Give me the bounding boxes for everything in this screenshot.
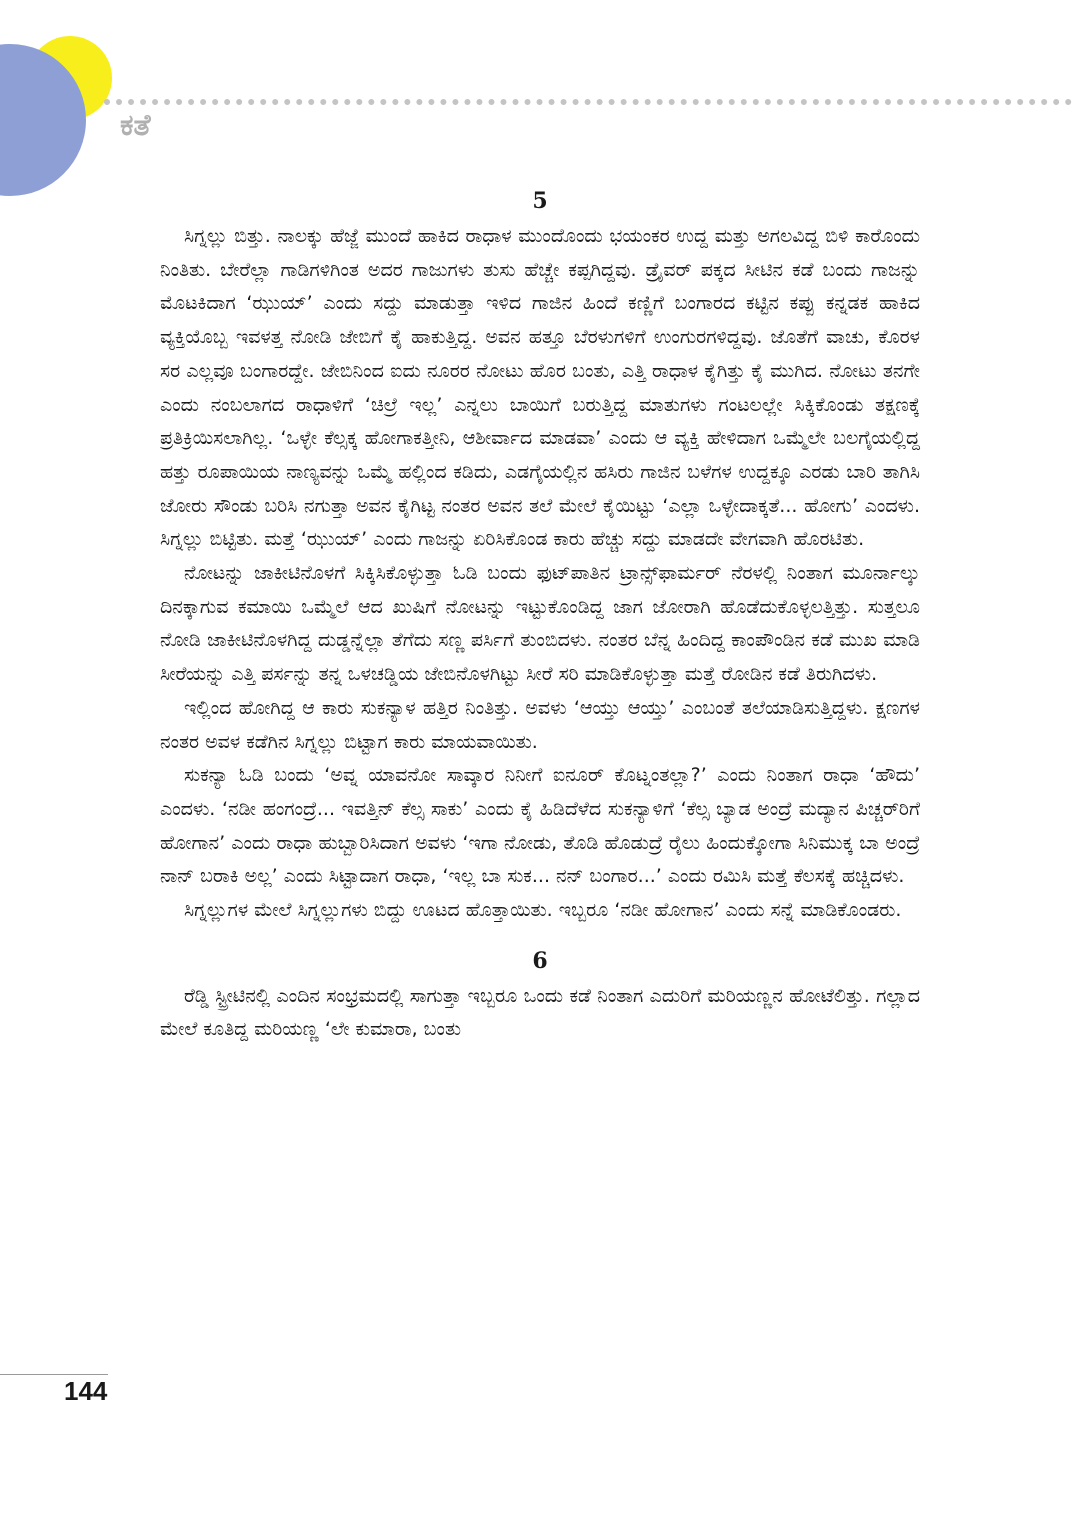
section-heading-6: 6 <box>532 947 548 974</box>
paragraph: ಸಿಗ್ನಲ್ಲು ಬಿತ್ತು. ನಾಲಕ್ಕು ಹೆಜ್ಜೆ ಮುಂದೆ ಹಾಕಿದ ರಾಧಾಳ ಮುಂದೊಂದು ಭಯಂಕರ ಉದ್ದ ಮತ್ತು ಅಗಲವಿದ್ದ ಬಿಳಿ ಕಾರೊಂದು ನಿಂತಿತು. ಬೇರೆಲ್ಲಾ ಗಾಡಿಗಳಿಗಿಂತ ಅದರ ಗಾಜುಗಳು ತುಸು ಹೆಚ್ಚೇ ಕಪ್ಪಗಿದ್ದವು. ಡ್ರೈವರ್ ಪಕ್ಕದ ಸೀಟಿನ ಕಡೆ ಬಂದು ಗಾಜನ್ನು ಮೊಟಕಿದಾಗ ‘ಝುಯ್’ ಎಂದು ಸದ್ದು ಮಾಡುತ್ತಾ ಇಳಿದ ಗಾಜಿನ ಹಿಂದೆ ಕಣ್ಣಿಗೆ ಬಂಗಾರದ ಕಟ್ಟಿನ ಕಪ್ಪು ಕನ್ನಡಕ ಹಾಕಿದ ವ್ಯಕ್ತಿಯೊಬ್ಬ ಇವಳತ್ತ ನೋಡಿ ಜೇಬಿಗೆ ಕೈ ಹಾಕುತ್ತಿದ್ದ. ಅವನ ಹತ್ತೂ ಬೆರಳುಗಳಿಗೆ ಉಂಗುರಗಳಿದ್ದವು. ಜೊತೆಗೆ ವಾಚು, ಕೊರಳ ಸರ ಎಲ್ಲವೂ ಬಂಗಾರದ್ದೇ. ಜೇಬಿನಿಂದ ಐದು ನೂರರ ನೋಟು ಹೊರ ಬಂತು, ಎತ್ತಿ ರಾಧಾಳ ಕೈಗಿತ್ತು ಕೈ ಮುಗಿದ. ನೋಟು ತನಗೇ ಎಂದು ನಂಬಲಾಗದ ರಾಧಾಳಿಗೆ ‘ಚಿಲ್ರೆ ಇಲ್ಲ’ ಎನ್ನಲು ಬಾಯಿಗೆ ಬರುತ್ತಿದ್ದ ಮಾತುಗಳು ಗಂಟಲಲ್ಲೇ ಸಿಕ್ಕಿಕೊಂಡು ತಕ್ಷಣಕ್ಕೆ ಪ್ರತಿಕ್ರಿಯಿಸಲಾಗಿಲ್ಲ. ‘ಒಳ್ಳೇ ಕೆಲ್ಸಕ್ಕ ಹೋಗಾಕತ್ತೀನಿ, ಆಶೀರ್ವಾದ ಮಾಡವಾ’ ಎಂದು ಆ ವ್ಯಕ್ತಿ ಹೇಳಿದಾಗ ಒಮ್ಮೆಲೇ ಬಲಗೈಯಲ್ಲಿದ್ದ ಹತ್ತು ರೂಪಾಯಿಯ ನಾಣ್ಯವನ್ನು ಒಮ್ಮೆ ಹಲ್ಲಿಂದ ಕಡಿದು, ಎಡಗೈಯಲ್ಲಿನ ಹಸಿರು ಗಾಜಿನ ಬಳೆಗಳ ಉದ್ದಕ್ಕೂ ಎರಡು ಬಾರಿ ತಾಗಿಸಿ ಜೋರು ಸೌಂಡು ಬರಿಸಿ ನಗುತ್ತಾ ಅವನ ಕೈಗಿಟ್ಟ ನಂತರ ಅವನ ತಲೆ ಮೇಲೆ ಕೈಯಿಟ್ಟು ‘ಎಲ್ಲಾ ಒಳ್ಳೇದಾಕ್ಕತೆ... ಹೋಗು’ ಎಂದಳು. ಸಿಗ್ನಲ್ಲು ಬಿಟ್ಟಿತು. ಮತ್ತೆ ‘ಝುಯ್’ ಎಂದು ಗಾಜನ್ನು ಏರಿಸಿಕೊಂಡ ಕಾರು ಹೆಚ್ಚು ಸದ್ದು ಮಾಡದೇ ವೇಗವಾಗಿ ಹೊರಟಿತು. <box>160 225 920 551</box>
paragraph: ರೆಡ್ಡಿ ಸ್ಟ್ರೀಟಿನಲ್ಲಿ ಎಂದಿನ ಸಂಭ್ರಮದಲ್ಲಿ ಸಾಗುತ್ತಾ ಇಬ್ಬರೂ ಒಂದು ಕಡೆ ನಿಂತಾಗ ಎದುರಿಗೆ ಮರಿಯಣ್ಣನ ಹೋಟೆಲಿತ್ತು. ಗಲ್ಲಾದ ಮೇಲೆ ಕೂತಿದ್ದ ಮರಿಯಣ್ಣ ‘ಲೇ ಕುಮಾರಾ, ಬಂತು <box>160 984 920 1041</box>
header-dotted-rule <box>104 99 1072 105</box>
article-body <box>160 182 920 1047</box>
section-label: ಕತೆ <box>120 108 151 143</box>
section-heading-5: 5 <box>532 188 548 214</box>
paragraph: ಸಿಗ್ನಲ್ಲುಗಳ ಮೇಲೆ ಸಿಗ್ನಲ್ಲುಗಳು ಬಿದ್ದು ಊಟದ ಹೊತ್ತಾಯಿತು. ಇಬ್ಬರೂ ‘ನಡೀ ಹೋಗಾನ’ ಎಂದು ಸನ್ನೆ ಮಾಡಿಕೊಂಡರು. <box>184 899 902 922</box>
footer-rule <box>0 1374 108 1375</box>
paragraph: ನೋಟನ್ನು ಜಾಕೀಟಿನೊಳಗೆ ಸಿಕ್ಕಿಸಿಕೊಳ್ಳುತ್ತಾ ಓಡಿ ಬಂದು ಫುಟ್‌ಪಾತಿನ ಟ್ರಾನ್ಸ್‌ಫಾರ್ಮರ್ ನೆರಳಲ್ಲಿ ನಿಂತಾಗ ಮೂರ್ನಾಲ್ಕು ದಿನಕ್ಕಾಗುವ ಕಮಾಯಿ ಒಮ್ಮೆಲೆ ಆದ ಖುಷಿಗೆ ನೋಟನ್ನು ಇಟ್ಟುಕೊಂಡಿದ್ದ ಜಾಗ ಜೋರಾಗಿ ಹೊಡೆದುಕೊಳ್ಳಲತ್ತಿತ್ತು. ಸುತ್ತಲೂ ನೋಡಿ ಜಾಕೀಟಿನೊಳಗಿದ್ದ ದುಡ್ಡನ್ನೆಲ್ಲಾ ತೆಗೆದು ಸಣ್ಣ ಪರ್ಸಿಗೆ ತುಂಬಿದಳು. ನಂತರ ಬೆನ್ನ ಹಿಂದಿದ್ದ ಕಾಂಪೌಂಡಿನ ಕಡೆ ಮುಖ ಮಾಡಿ ಸೀರೆಯನ್ನು ಎತ್ತಿ ಪರ್ಸನ್ನು ತನ್ನ ಒಳಚಡ್ಡಿಯ ಜೇಬಿನೊಳಗಿಟ್ಟು ಸೀರೆ ಸರಿ ಮಾಡಿಕೊಳ್ಳುತ್ತಾ ಮತ್ತೆ ರೋಡಿನ ಕಡೆ ತಿರುಗಿದಳು. <box>160 562 920 686</box>
page-number: 144 <box>64 1376 108 1406</box>
paragraph: ಸುಕನ್ಯಾ ಓಡಿ ಬಂದು ‘ಅವ್ನ ಯಾವನೋ ಸಾವ್ಕಾರ ನಿನೀಗೆ ಐನೂರ್ ಕೊಟ್ನಂತಲ್ಲಾ?’ ಎಂದು ನಿಂತಾಗ ರಾಧಾ ‘ಹೌದು’ ಎಂದಳು. ‘ನಡೀ ಹಂಗಂದ್ರೆ... ಇವತ್ತಿನ್ ಕೆಲ್ಸ ಸಾಕು’ ಎಂದು ಕೈ ಹಿಡಿದೆಳೆದ ಸುಕನ್ಯಾಳಿಗೆ ‘ಕೆಲ್ಸ ಬ್ಯಾಡ ಅಂದ್ರೆ ಮದ್ಯಾನ ಪಿಚ್ಚರ್‌ರಿಗೆ ಹೋಗಾನ’ ಎಂದು ರಾಧಾ ಹುಬ್ಬಾರಿಸಿದಾಗ ಅವಳು ‘ಇಗಾ ನೋಡು, ತೊಡಿ ಹೊಡುದ್ರೆ ರೈಲು ಹಿಂದುಕ್ಕೋಗಾ ಸಿನಿಮುಕ್ಕ ಬಾ ಅಂದ್ರೆ ನಾನ್ ಬರಾಕಿ ಅಲ್ಲ’ ಎಂದು ಸಿಟ್ಟಾದಾಗ ರಾಧಾ, ‘ಇಲ್ಲ ಬಾ ಸುಕ... ನನ್ ಬಂಗಾರ...’ ಎಂದು ರಮಿಸಿ ಮತ್ತೆ ಕೆಲಸಕ್ಕೆ ಹಚ್ಚಿದಳು. <box>160 764 920 888</box>
paragraph: ಇಲ್ಲಿಂದ ಹೋಗಿದ್ದ ಆ ಕಾರು ಸುಕನ್ಯಾಳ ಹತ್ತಿರ ನಿಂತಿತ್ತು. ಅವಳು ‘ಆಯ್ತು ಆಯ್ತು’ ಎಂಬಂತೆ ತಲೆಯಾಡಿಸುತ್ತಿದ್ದಳು. ಕ್ಷಣಗಳ ನಂತರ ಅವಳ ಕಡೆಗಿನ ಸಿಗ್ನಲ್ಲು ಬಿಟ್ಟಾಗ ಕಾರು ಮಾಯವಾಯಿತು. <box>160 696 920 753</box>
